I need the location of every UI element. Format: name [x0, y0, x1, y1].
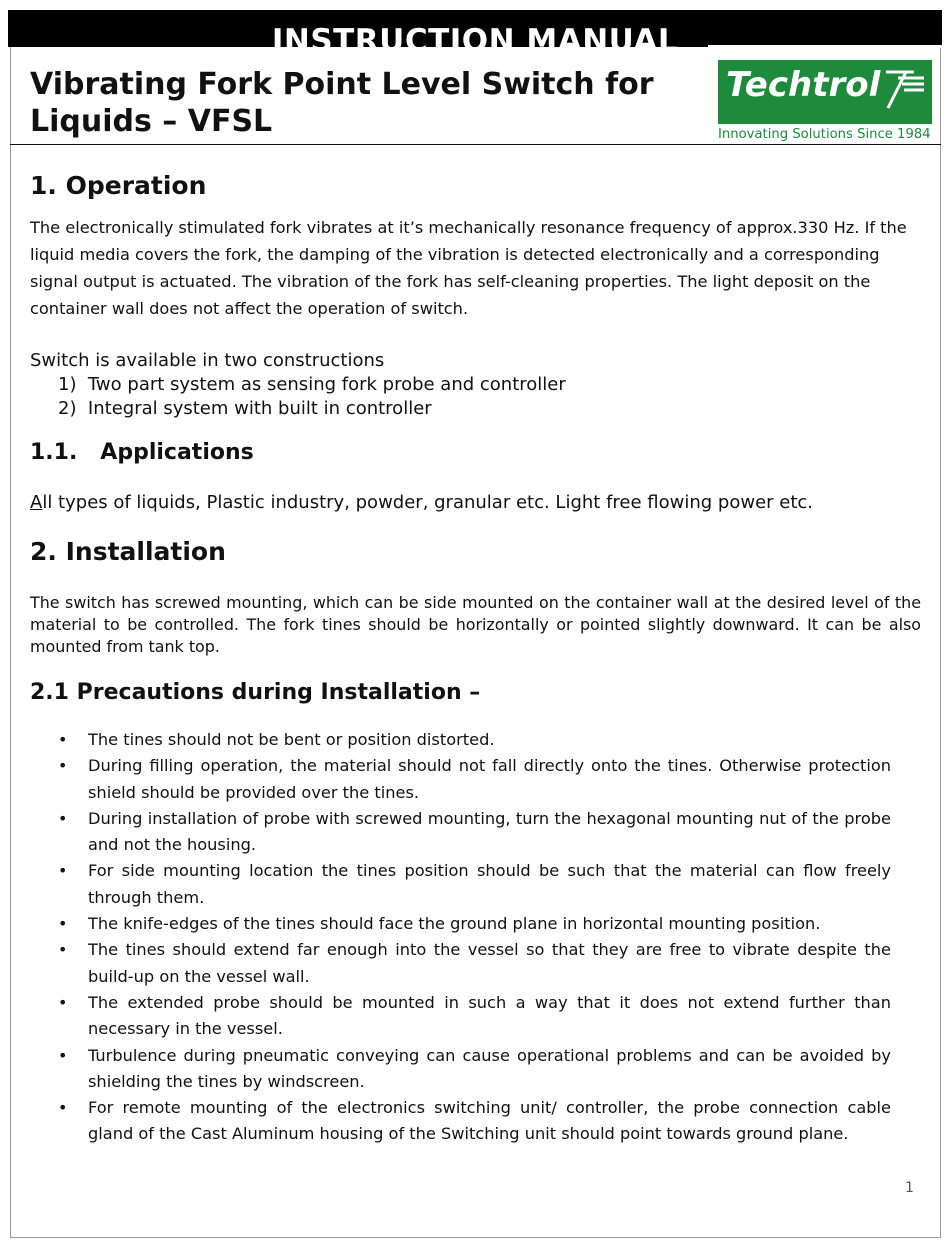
- section-precautions-heading: 2.1 Precautions during Installation –: [30, 680, 481, 705]
- section-installation-heading: 2. Installation: [30, 537, 226, 566]
- banner-title: INSTRUCTION MANUAL: [271, 23, 679, 59]
- techtrol-logo: [718, 60, 932, 142]
- document-title-line2: Liquids – VFSL: [30, 104, 273, 139]
- list-item: • The extended probe should be mounted in such a way that it does not extend further than necessary in the vessel.: [58, 990, 891, 1043]
- document-title: [30, 66, 654, 140]
- constructions-list: [58, 373, 566, 421]
- applications-first-letter: A: [30, 492, 43, 513]
- operation-paragraph: The electronically stimulated fork vibrates at it’s mechanically resonance frequency of approx.330 Hz. If the liquid media covers the fork, the damping of the vibration is detected electronically and a corresponding signal output is actuated. The vibration of the fork has self-cleaning properties. The light deposit on the container wall does not affect the operation of switch.: [30, 218, 907, 318]
- list-item: • The tines should extend far enough into the vessel so that they are free to vibrate despite the build-up on the vessel wall.: [58, 937, 891, 990]
- list-item: • During installation of probe with screwed mounting, turn the hexagonal mounting nut of the probe and not the housing.: [58, 806, 891, 859]
- constructions-intro: Switch is available in two constructions: [30, 350, 385, 371]
- applications-text-rest: ll types of liquids, Plastic industry, powder, granular etc. Light free flowing power etc.: [42, 492, 814, 513]
- list-item: 1) Two part system as sensing fork probe and controller: [58, 374, 566, 395]
- list-item: • For side mounting location the tines position should be such that the material can flow freely through them.: [58, 858, 891, 911]
- list-item: • Turbulence during pneumatic conveying can cause operational problems and can be avoided by shielding the tines by windscreen.: [58, 1043, 891, 1096]
- list-item: • During filling operation, the material should not fall directly onto the tines. Otherwise protection shield should be provided over the tines.: [58, 753, 891, 806]
- section-operation-heading: 1. Operation: [30, 171, 207, 200]
- applications-text: [30, 491, 813, 515]
- page-number: 1: [905, 1180, 914, 1196]
- banner-notch: [708, 45, 942, 48]
- list-item: • The knife-edges of the tines should face the ground plane in horizontal mounting position.: [58, 911, 891, 937]
- document-title-line1: Vibrating Fork Point Level Switch for: [30, 67, 654, 102]
- section-applications-heading: 1.1. Applications: [30, 440, 254, 465]
- list-item: • The tines should not be bent or position distorted.: [58, 727, 891, 753]
- installation-paragraph: The switch has screwed mounting, which can be side mounted on the container wall at the desired level of the material to be controlled. The fork tines should be horizontally or pointed slightly downward. It can be also mounted from tank top.: [30, 593, 921, 656]
- list-item: 2) Integral system with built in controller: [58, 398, 432, 419]
- list-item: • For remote mounting of the electronics switching unit/ controller, the probe connection cable gland of the Cast Aluminum housing of the Switching unit should point towards ground plane.: [58, 1095, 891, 1148]
- precautions-list: [58, 727, 891, 1148]
- title-banner: [8, 10, 942, 59]
- header-rule: [10, 144, 941, 145]
- logo-brand: Techtrol: [726, 65, 881, 105]
- logo-tagline: Innovating Solutions Since 1984: [718, 127, 931, 142]
